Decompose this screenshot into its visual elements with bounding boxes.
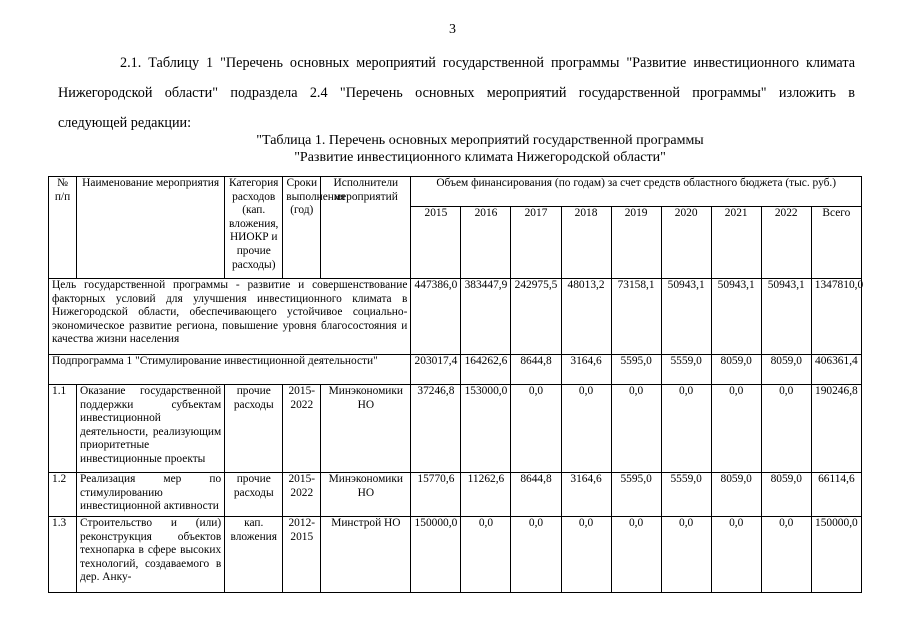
- row-value: 0,0: [661, 517, 711, 593]
- table-title-line-1: "Таблица 1. Перечень основных мероприятий государственной программы: [256, 133, 704, 148]
- row-value: 0,0: [611, 517, 661, 593]
- row-period: 2015-2022: [283, 385, 321, 473]
- row-num: 1.2: [49, 473, 77, 517]
- goal-value: 383447,9: [461, 279, 511, 355]
- row-name: Оказание государственной поддержки субъектам инвестиционной деятельности, реализующим приоритетные инвестиционные проекты: [77, 385, 225, 473]
- header-category: Категория расходов (кап. вложения, НИОКР и прочие расходы): [225, 177, 283, 279]
- row-value: 8059,0: [761, 473, 811, 517]
- subprogram-value: 8059,0: [761, 355, 811, 385]
- row-total: 66114,6: [811, 473, 861, 517]
- row-category: прочие расходы: [225, 385, 283, 473]
- subprogram-value: 203017,4: [411, 355, 461, 385]
- header-row: [49, 177, 862, 207]
- measures-table: [48, 176, 862, 593]
- header-name: Наименование мероприятия: [77, 177, 225, 279]
- table-row: [49, 385, 862, 473]
- goal-value: 50943,1: [661, 279, 711, 355]
- row-value: 0,0: [561, 385, 611, 473]
- header-year: 2015: [411, 207, 461, 279]
- header-funding: Объем финансирования (по годам) за счет средств областного бюджета (тыс. руб.): [411, 177, 862, 207]
- subprogram-total: 406361,4: [811, 355, 861, 385]
- goal-text: Цель государственной программы - развитие и совершенствование факторных условий для улучшения инвестиционного климата в Нижегородской области, обеспечивающего устойчивое социально-экономическое развитие региона, повышение уровня благосостояния и качества жизни населения: [49, 279, 411, 355]
- intro-line-3: следующей редакции:: [58, 115, 192, 131]
- subprogram-value: 8644,8: [511, 355, 561, 385]
- row-value: 153000,0: [461, 385, 511, 473]
- goal-value: 447386,0: [411, 279, 461, 355]
- table-row: [49, 517, 862, 593]
- row-name: Реализация мер по стимулированию инвестиционной активности: [77, 473, 225, 517]
- table-title: [200, 132, 760, 166]
- row-value: 3164,6: [561, 473, 611, 517]
- row-value: 0,0: [711, 385, 761, 473]
- row-period: 2015-2022: [283, 473, 321, 517]
- header-year: 2021: [711, 207, 761, 279]
- intro-line-1: 2.1. Таблицу 1 "Перечень основных мероприятий государственной программы "Развитие инвестиционного климата: [120, 55, 855, 71]
- row-value: 11262,6: [461, 473, 511, 517]
- row-value: 8644,8: [511, 473, 561, 517]
- row-executor: Минэкономики НО: [321, 385, 411, 473]
- subprogram-value: 5559,0: [661, 355, 711, 385]
- table-row: [49, 473, 862, 517]
- header-period: Сроки выполнения (год): [283, 177, 321, 279]
- goal-row: [49, 279, 862, 355]
- row-value: 5559,0: [661, 473, 711, 517]
- header-num: № п/п: [49, 177, 77, 279]
- row-num: 1.3: [49, 517, 77, 593]
- header-year: 2020: [661, 207, 711, 279]
- intro-line-2: Нижегородской области" подраздела 2.4 "Перечень основных мероприятий государственной программы" изложить в: [58, 85, 855, 101]
- row-value: 150000,0: [411, 517, 461, 593]
- row-num: 1.1: [49, 385, 77, 473]
- goal-value: 50943,1: [761, 279, 811, 355]
- header-year: 2017: [511, 207, 561, 279]
- goal-value: 50943,1: [711, 279, 761, 355]
- row-category: прочие расходы: [225, 473, 283, 517]
- table-title-line-2: "Развитие инвестиционного климата Нижегородской области": [294, 150, 666, 165]
- header-executors: Исполнители мероприятий: [321, 177, 411, 279]
- page-number: 3: [449, 22, 456, 37]
- subprogram-row: [49, 355, 862, 385]
- row-value: 0,0: [461, 517, 511, 593]
- goal-value: 48013,2: [561, 279, 611, 355]
- row-value: 37246,8: [411, 385, 461, 473]
- subprogram-value: 164262,6: [461, 355, 511, 385]
- subprogram-value: 5595,0: [611, 355, 661, 385]
- row-value: 5595,0: [611, 473, 661, 517]
- row-executor: Минстрой НО: [321, 517, 411, 593]
- row-value: 0,0: [511, 385, 561, 473]
- row-value: 0,0: [661, 385, 711, 473]
- goal-value: 73158,1: [611, 279, 661, 355]
- header-year: 2022: [761, 207, 811, 279]
- goal-value: 242975,5: [511, 279, 561, 355]
- header-year: 2018: [561, 207, 611, 279]
- row-value: 0,0: [511, 517, 561, 593]
- row-value: 0,0: [561, 517, 611, 593]
- row-value: 8059,0: [711, 473, 761, 517]
- row-executor: Минэкономики НО: [321, 473, 411, 517]
- subprogram-value: 3164,6: [561, 355, 611, 385]
- row-total: 190246,8: [811, 385, 861, 473]
- header-year: 2016: [461, 207, 511, 279]
- row-value: 0,0: [611, 385, 661, 473]
- subprogram-value: 8059,0: [711, 355, 761, 385]
- row-period: 2012-2015: [283, 517, 321, 593]
- intro-paragraph: [58, 48, 855, 138]
- row-value: 0,0: [761, 517, 811, 593]
- row-value: 0,0: [761, 385, 811, 473]
- row-name: Строительство и (или) реконструкция объектов технопарка в сфере высоких технологий, создаваемого в дер. Анку-: [77, 517, 225, 593]
- header-total: Всего: [811, 207, 861, 279]
- goal-total: 1347810,0: [811, 279, 861, 355]
- row-total: 150000,0: [811, 517, 861, 593]
- subprogram-text: Подпрограмма 1 "Стимулирование инвестиционной деятельности": [49, 355, 411, 385]
- row-value: 0,0: [711, 517, 761, 593]
- row-value: 15770,6: [411, 473, 461, 517]
- header-year: 2019: [611, 207, 661, 279]
- row-category: кап. вложения: [225, 517, 283, 593]
